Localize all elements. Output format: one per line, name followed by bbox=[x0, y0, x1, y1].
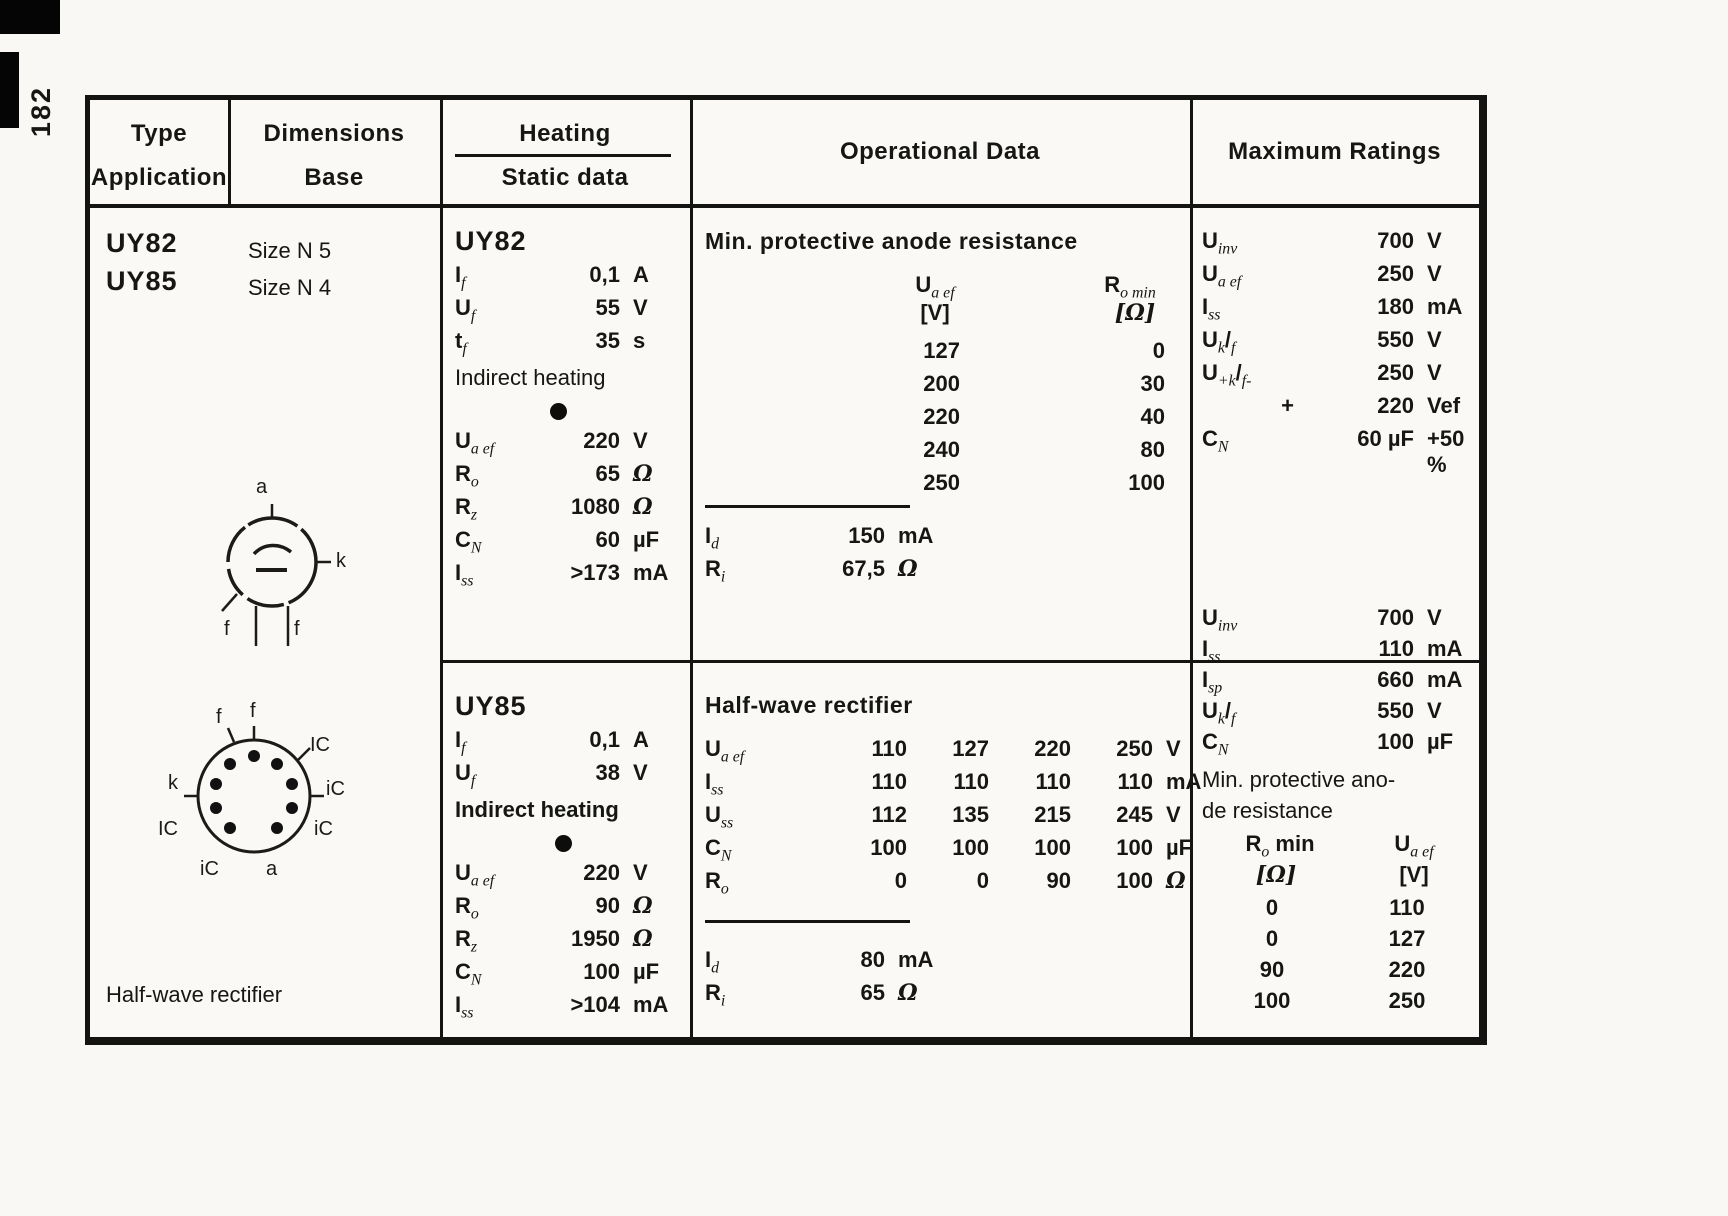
cell: 220 bbox=[1388, 957, 1426, 982]
param-value: 60 µF bbox=[1357, 426, 1414, 451]
cell: 0 bbox=[894, 868, 907, 893]
section-title: UY82 bbox=[455, 226, 527, 256]
param-label: $U_f$ bbox=[455, 760, 476, 790]
param-unit: Ω bbox=[633, 461, 653, 487]
cell: 127 bbox=[923, 338, 960, 363]
param-value: 150 bbox=[848, 523, 885, 548]
spec-row bbox=[1202, 605, 1474, 636]
rule bbox=[705, 505, 910, 508]
param-value: 90 bbox=[595, 893, 620, 918]
param-unit: mA bbox=[898, 947, 934, 972]
spec-row bbox=[455, 992, 687, 1025]
param-unit: Ω bbox=[898, 980, 918, 1006]
tube-size-list bbox=[248, 232, 331, 306]
op-title: Min. protective anode resistance bbox=[705, 228, 1078, 254]
table-row bbox=[705, 437, 1185, 470]
param-value: 67,5 bbox=[842, 556, 885, 581]
param-unit: V bbox=[633, 295, 648, 320]
table-row bbox=[705, 470, 1185, 503]
cell: 215 bbox=[1034, 802, 1071, 827]
spec-row bbox=[705, 523, 1185, 556]
cell: 100 bbox=[952, 835, 989, 860]
spec-row bbox=[1202, 360, 1474, 393]
pin-label: f bbox=[216, 706, 222, 728]
spec-row bbox=[455, 494, 687, 527]
param-value: 60 bbox=[595, 527, 620, 552]
table-row bbox=[705, 371, 1185, 404]
max-ratings-uy82-block bbox=[1202, 228, 1474, 477]
param-label: $I_{ss}$ bbox=[455, 560, 474, 590]
pin-label: f bbox=[294, 618, 300, 640]
op-subtable-headers bbox=[705, 272, 1185, 302]
header-type-label: Type bbox=[130, 120, 188, 147]
table-row bbox=[1202, 957, 1474, 988]
op-matrix bbox=[705, 736, 1202, 901]
param-unit: Ω bbox=[633, 893, 653, 919]
pin-label: a bbox=[256, 476, 268, 498]
param-unit: V bbox=[633, 760, 648, 785]
header-operational-label: Operational Data bbox=[839, 138, 1041, 165]
header-application-label: Application bbox=[90, 164, 228, 191]
param-value: 180 bbox=[1377, 294, 1414, 319]
param-unit: Ω bbox=[898, 556, 918, 582]
param-label: $U_{inv}$ bbox=[1202, 228, 1238, 258]
param-label: + bbox=[1281, 393, 1294, 418]
param-label: $U_k/_f$ bbox=[1202, 698, 1236, 728]
pin-label: iC bbox=[314, 818, 333, 840]
param-unit: mA bbox=[898, 523, 934, 548]
spec-row bbox=[455, 959, 687, 992]
param-unit: Vef bbox=[1427, 393, 1461, 418]
header-base-label: Base bbox=[304, 164, 364, 191]
param-unit: mA bbox=[633, 560, 669, 585]
pin-label: IC bbox=[310, 734, 330, 756]
header-heating-label: Heating bbox=[519, 120, 611, 147]
col-unit: [Ω] bbox=[1114, 300, 1156, 326]
param-label: $C_N$ bbox=[1202, 426, 1229, 456]
note-line: de resistance bbox=[1202, 798, 1333, 823]
header-divider bbox=[90, 204, 1479, 208]
param-label: $I_d$ bbox=[705, 523, 720, 553]
param-label: $R_z$ bbox=[455, 494, 478, 524]
param-label: $I_f$ bbox=[455, 727, 466, 757]
cell: 100 bbox=[1034, 835, 1071, 860]
param-value: 35 bbox=[595, 328, 620, 353]
param-label: $R_o$ bbox=[455, 893, 479, 923]
max-ratings-uy85-block bbox=[1202, 605, 1474, 1013]
cell: 200 bbox=[923, 371, 960, 396]
col-header: $U_{a ef}$ bbox=[915, 272, 955, 302]
cell: 40 bbox=[1140, 404, 1165, 429]
tube-base-diagram-uy82 bbox=[198, 470, 368, 670]
param-value: >104 bbox=[570, 992, 620, 1017]
cell: 220 bbox=[1034, 736, 1071, 761]
param-unit: µF bbox=[633, 527, 660, 552]
table-row bbox=[705, 835, 1193, 868]
pin-label: k bbox=[336, 550, 346, 572]
header-dimensions-base bbox=[228, 112, 440, 200]
param-value: 660 bbox=[1377, 667, 1414, 692]
param-value: 55 bbox=[595, 295, 620, 320]
param-unit: A bbox=[633, 727, 649, 752]
param-label: $U_{a ef}$ bbox=[455, 860, 495, 890]
header-type-application bbox=[90, 112, 228, 200]
param-unit: mA bbox=[1166, 769, 1202, 794]
cell: 90 bbox=[1259, 957, 1285, 982]
param-unit: V bbox=[633, 428, 648, 453]
cell: 250 bbox=[923, 470, 960, 495]
mr-subtable-headers bbox=[1202, 831, 1474, 862]
param-value: 0,1 bbox=[589, 727, 620, 752]
spec-row bbox=[1202, 327, 1474, 360]
param-label: $I_{sp}$ bbox=[1202, 667, 1223, 697]
spec-row bbox=[455, 893, 687, 926]
tube-type-list bbox=[106, 224, 178, 300]
col-header: $U_{a ef}$ bbox=[1394, 831, 1434, 861]
param-value: 100 bbox=[1377, 729, 1414, 754]
spec-row bbox=[705, 980, 1185, 1013]
param-label: $I_d$ bbox=[705, 947, 720, 977]
header-operational-data bbox=[690, 130, 1190, 174]
param-value: 220 bbox=[583, 860, 620, 885]
pin-label: iC bbox=[326, 778, 345, 800]
param-unit: V bbox=[633, 860, 648, 885]
heating-note: Indirect heating bbox=[455, 365, 606, 390]
param-label: $t_f$ bbox=[455, 328, 467, 358]
cell: 110 bbox=[953, 769, 989, 794]
divider bbox=[1190, 100, 1193, 1037]
header-heating bbox=[440, 112, 690, 200]
bullet-row bbox=[455, 394, 687, 428]
param-unit: Ω bbox=[1166, 868, 1186, 894]
bullet-icon bbox=[550, 403, 567, 420]
pin-label: k bbox=[168, 772, 178, 794]
cell: 100 bbox=[1128, 470, 1165, 495]
param-label: $I_f$ bbox=[455, 262, 466, 292]
param-value: 220 bbox=[583, 428, 620, 453]
spec-row bbox=[455, 295, 687, 328]
heating-uy82-block bbox=[455, 220, 687, 593]
param-value: 700 bbox=[1377, 228, 1414, 253]
operational-uy82-block bbox=[705, 228, 1185, 586]
param-label: $U_{ss}$ bbox=[705, 802, 734, 832]
param-value: 250 bbox=[1377, 261, 1414, 286]
heating-note: Indirect heating bbox=[455, 797, 619, 822]
scan-artifact bbox=[0, 0, 60, 34]
spec-row bbox=[705, 556, 1185, 589]
mr-subtable-rows bbox=[1202, 895, 1474, 1019]
param-unit: A bbox=[633, 262, 649, 287]
cell: 110 bbox=[1117, 769, 1153, 794]
param-value: 250 bbox=[1377, 360, 1414, 385]
param-label: $R_o$ bbox=[705, 868, 729, 898]
param-unit: V bbox=[1166, 736, 1181, 761]
cell: 100 bbox=[1116, 868, 1153, 893]
param-label: $R_i$ bbox=[705, 980, 726, 1010]
param-value: 65 bbox=[860, 980, 885, 1005]
mr-subtable-units bbox=[1202, 862, 1474, 893]
header-max-ratings-label: Maximum Ratings bbox=[1228, 138, 1441, 165]
param-unit: V bbox=[1427, 698, 1442, 723]
param-label: $R_i$ bbox=[705, 556, 726, 586]
cell: 100 bbox=[1116, 835, 1153, 860]
tube-type: UY82 bbox=[106, 228, 178, 258]
param-unit: +50 % bbox=[1427, 426, 1465, 477]
cell: 127 bbox=[1388, 926, 1426, 951]
scan-artifact bbox=[0, 52, 19, 128]
param-label: $R_z$ bbox=[455, 926, 478, 956]
page-number: 182 bbox=[26, 86, 56, 138]
cell: 110 bbox=[1389, 895, 1425, 920]
divider bbox=[690, 100, 693, 1037]
param-value: 38 bbox=[595, 760, 620, 785]
param-value: 1080 bbox=[571, 494, 620, 519]
cell: 135 bbox=[952, 802, 989, 827]
spec-row bbox=[1202, 261, 1474, 294]
param-unit: V bbox=[1427, 327, 1442, 352]
spec-row bbox=[1202, 698, 1474, 729]
op-title: Half-wave rectifier bbox=[705, 692, 913, 718]
spec-row bbox=[1202, 228, 1474, 261]
param-label: $C_N$ bbox=[705, 835, 732, 865]
cell: 0 bbox=[1152, 338, 1165, 363]
data-table bbox=[85, 95, 1487, 1045]
param-label: $I_{ss}$ bbox=[705, 769, 724, 799]
param-unit: V bbox=[1427, 228, 1442, 253]
op-subtable-units bbox=[705, 300, 1185, 328]
param-unit: V bbox=[1427, 360, 1442, 385]
tube-size: Size N 5 bbox=[248, 238, 332, 263]
param-unit: V bbox=[1427, 605, 1442, 630]
cell: 240 bbox=[923, 437, 960, 462]
spec-row bbox=[455, 926, 687, 959]
spec-row bbox=[1202, 393, 1474, 426]
param-value: 100 bbox=[583, 959, 620, 984]
spec-row bbox=[455, 262, 687, 295]
heating-uy85-block bbox=[455, 685, 687, 1025]
spec-row bbox=[705, 947, 1185, 980]
col-unit: [V] bbox=[1399, 862, 1429, 887]
tube-type: UY85 bbox=[106, 266, 178, 296]
table-row bbox=[705, 802, 1185, 835]
param-value: >173 bbox=[570, 560, 620, 585]
spec-row bbox=[455, 428, 687, 461]
spec-row bbox=[455, 727, 687, 760]
param-unit: V bbox=[1166, 802, 1181, 827]
spec-row bbox=[1202, 667, 1474, 698]
table-row bbox=[705, 769, 1202, 802]
bullet-icon bbox=[555, 835, 572, 852]
param-label: $U_f$ bbox=[455, 295, 476, 325]
param-label: $C_N$ bbox=[455, 959, 482, 989]
spec-row bbox=[455, 328, 687, 361]
divider bbox=[440, 100, 443, 1037]
col-unit: [V] bbox=[920, 300, 950, 325]
cell: 30 bbox=[1140, 371, 1165, 396]
param-value: 0,1 bbox=[589, 262, 620, 287]
cell: 90 bbox=[1046, 868, 1071, 893]
pin-label: f bbox=[250, 700, 256, 722]
param-unit: mA bbox=[1427, 636, 1463, 661]
spec-row bbox=[455, 560, 687, 593]
header-maximum-ratings bbox=[1190, 130, 1479, 174]
param-label: $U_{a ef}$ bbox=[705, 736, 745, 766]
spec-row bbox=[455, 760, 687, 793]
cell: 0 bbox=[1265, 926, 1279, 951]
param-value: 1950 bbox=[571, 926, 620, 951]
bullet-row bbox=[455, 826, 687, 860]
table-row bbox=[705, 868, 1185, 901]
param-unit: mA bbox=[1427, 294, 1463, 319]
rule bbox=[705, 920, 910, 923]
param-label: $U_k/_f$ bbox=[1202, 327, 1236, 357]
spec-row bbox=[1202, 294, 1474, 327]
spec-row bbox=[1202, 729, 1474, 760]
cell: 100 bbox=[870, 835, 907, 860]
cell: 250 bbox=[1116, 736, 1153, 761]
pin-label: IC bbox=[158, 818, 178, 840]
tube-base-diagram-uy85 bbox=[158, 698, 368, 888]
param-unit: V bbox=[1427, 261, 1442, 286]
cell: 220 bbox=[923, 404, 960, 429]
table-row bbox=[1202, 926, 1474, 957]
cell: 110 bbox=[1035, 769, 1071, 794]
table-row bbox=[705, 736, 1185, 769]
param-unit: Ω bbox=[633, 926, 653, 952]
header-dimensions-label: Dimensions bbox=[263, 120, 405, 147]
param-label: $R_o$ bbox=[455, 461, 479, 491]
header-static-data-label: Static data bbox=[501, 164, 629, 191]
cell: 245 bbox=[1116, 802, 1153, 827]
spec-row bbox=[1202, 426, 1474, 477]
spec-row bbox=[1202, 636, 1474, 667]
table-row bbox=[1202, 895, 1474, 926]
cell: 110 bbox=[871, 736, 907, 761]
param-label: $I_{ss}$ bbox=[1202, 636, 1221, 666]
param-unit: s bbox=[633, 328, 646, 353]
param-value: 550 bbox=[1377, 698, 1414, 723]
cell: 250 bbox=[1388, 988, 1426, 1013]
param-label: $U_{a ef}$ bbox=[455, 428, 495, 458]
cell: 127 bbox=[952, 736, 989, 761]
pin-label: iC bbox=[200, 858, 219, 880]
param-label: $I_{ss}$ bbox=[455, 992, 474, 1022]
param-unit: µF bbox=[633, 959, 660, 984]
param-label: $U_{inv}$ bbox=[1202, 605, 1238, 635]
pin-label: f bbox=[224, 618, 230, 640]
table-row bbox=[1202, 988, 1474, 1019]
param-value: 700 bbox=[1377, 605, 1414, 630]
cell: 0 bbox=[976, 868, 989, 893]
param-value: 550 bbox=[1377, 327, 1414, 352]
application-label: Half-wave rectifier bbox=[106, 982, 283, 1007]
param-unit: Ω bbox=[633, 494, 653, 520]
cell: 112 bbox=[871, 802, 907, 827]
col-header: $R_{o min}$ bbox=[1104, 272, 1156, 302]
op-results bbox=[705, 523, 1185, 589]
col-unit: [Ω] bbox=[1255, 862, 1297, 888]
note-line: Min. protective ano- bbox=[1202, 767, 1396, 792]
cell: 100 bbox=[1253, 988, 1291, 1013]
param-unit: mA bbox=[1427, 667, 1463, 692]
cell: 80 bbox=[1140, 437, 1165, 462]
table-row bbox=[705, 404, 1185, 437]
op-subtable-rows bbox=[705, 338, 1185, 503]
param-value: 220 bbox=[1377, 393, 1414, 418]
param-value: 110 bbox=[1378, 636, 1414, 661]
param-unit: µF bbox=[1427, 729, 1454, 754]
table-row bbox=[705, 338, 1185, 371]
param-unit: µF bbox=[1166, 835, 1193, 860]
param-label: $C_N$ bbox=[455, 527, 482, 557]
operational-uy85-block bbox=[705, 692, 1202, 1010]
spec-row bbox=[455, 461, 687, 494]
op-results bbox=[705, 947, 1185, 1013]
col-header: $R_o$ min bbox=[1245, 831, 1315, 861]
section-title: UY85 bbox=[455, 691, 527, 721]
pin-label: a bbox=[266, 858, 278, 880]
cell: 0 bbox=[1265, 895, 1279, 920]
param-label: $U_{a ef}$ bbox=[1202, 261, 1242, 291]
param-label: $U_{+k}/_{f-}$ bbox=[1202, 360, 1252, 390]
param-label: $I_{ss}$ bbox=[1202, 294, 1221, 324]
spec-row bbox=[455, 527, 687, 560]
param-label: $C_N$ bbox=[1202, 729, 1229, 759]
cell: 110 bbox=[871, 769, 907, 794]
param-value: 65 bbox=[595, 461, 620, 486]
param-unit: mA bbox=[633, 992, 669, 1017]
tube-size: Size N 4 bbox=[248, 275, 332, 300]
spec-row bbox=[455, 860, 687, 893]
param-value: 80 bbox=[860, 947, 885, 972]
